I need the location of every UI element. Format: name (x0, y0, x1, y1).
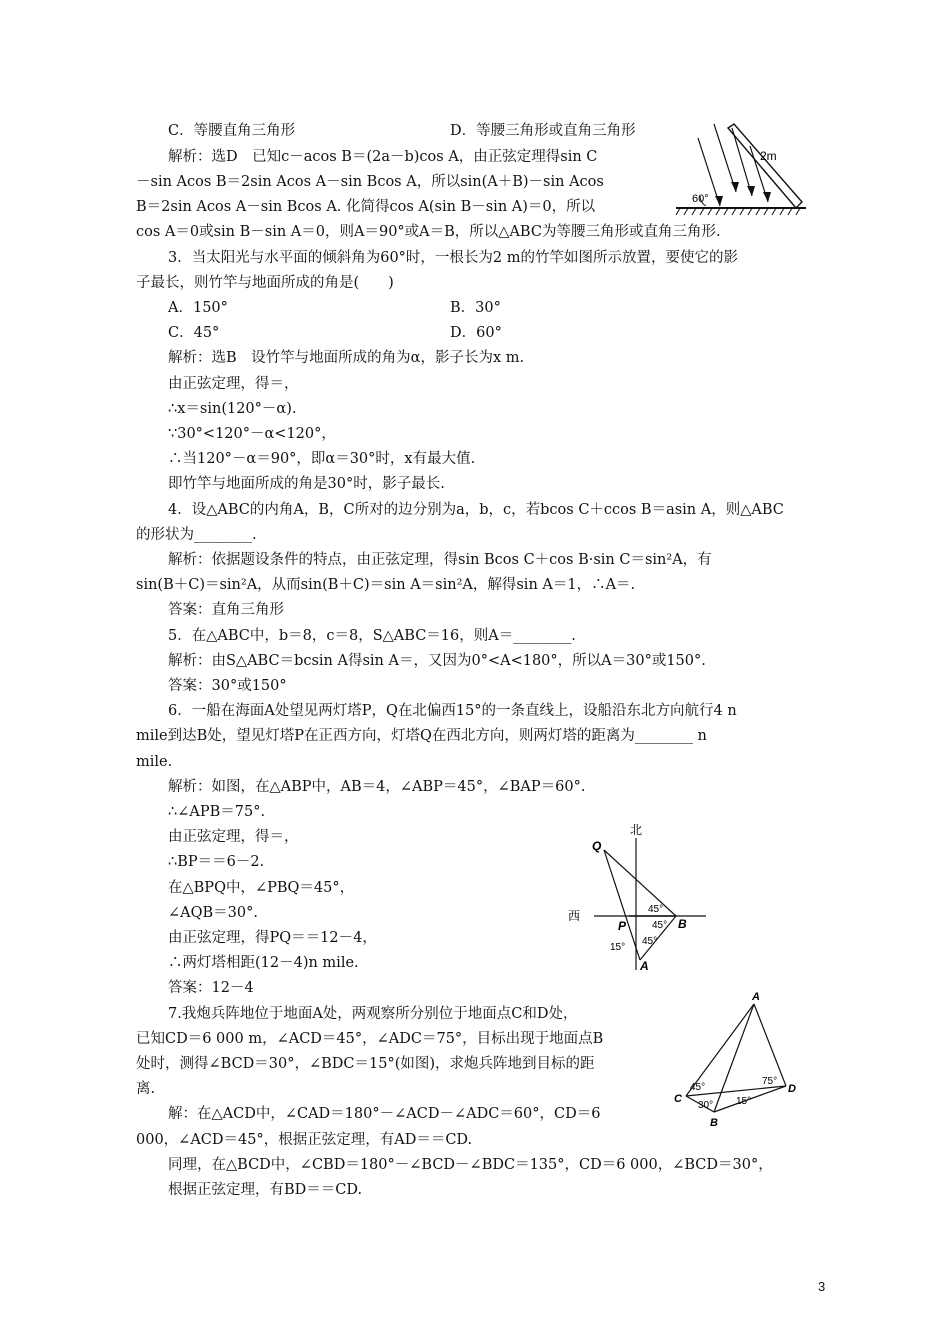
text-line: D．等腰三角形或直角三角形 (450, 123, 636, 139)
text-line: 解析：选D 已知c－acos B＝(2a－b)cos A，由正弦定理得sin C (168, 149, 598, 165)
bamboo-shadow-figure (672, 116, 812, 216)
text-line: mile. (136, 754, 173, 770)
text-line: ∵30°<120°－α<120°， (168, 426, 336, 442)
text-line: 解析：由S△ABC＝bcsin A得sin A＝，又因为0°<A<180°，所以A＝30°或150°. (168, 653, 706, 669)
north-label: 北 (630, 823, 643, 837)
west-label: 西 (568, 909, 581, 923)
text-line: 解析：依据题设条件的特点，由正弦定理，得sin Bcos C＋cos B·sin C＝sin²A，有 (168, 552, 712, 568)
text-line: 已知CD＝6 000 m，∠ACD＝45°，∠ADC＝75°，目标出现于地面点B (136, 1031, 604, 1047)
text-line: －sin Acos B＝2sin Acos A－sin Bcos A，所以sin(A＋B)－sin Acos (136, 174, 604, 190)
text-line: 解析：如图，在△ABP中，AB＝4，∠ABP＝45°，∠BAP＝60°. (168, 779, 586, 795)
text-line: 由正弦定理，得＝， (168, 376, 299, 392)
point-a: A (640, 959, 649, 973)
text-line: 解：在△ACD中，∠CAD＝180°－∠ACD－∠ADC＝60°，CD＝6 (168, 1106, 601, 1122)
text-line: 5．在△ABC中，b＝8，c＝8，S△ABC＝16，则A＝________. (168, 628, 576, 644)
text-line: ∴x＝sin(120°－α). (168, 401, 297, 417)
point-b: B (678, 917, 687, 931)
text-line: 000，∠ACD＝45°，根据正弦定理，有AD＝＝CD. (136, 1132, 473, 1148)
text-line: mile到达B处，望见灯塔P在正西方向，灯塔Q在西北方向，则两灯塔的距离为________ n (136, 728, 707, 744)
text-line: 解析：选B 设竹竿与地面所成的角为α，影子长为x m. (168, 350, 525, 366)
text-line: ∴当120°－α＝90°，即α＝30°时，x有最大值. (168, 451, 476, 467)
text-line: B．30° (450, 300, 501, 316)
point-d: D (788, 1083, 796, 1095)
angle-45-low: 45° (642, 936, 658, 947)
text-line: 的形状为________. (136, 527, 257, 543)
text-line: 7.我炮兵阵地位于地面A处，两观察所分别位于地面点C和D处， (168, 1006, 578, 1022)
angle-15: 15° (736, 1096, 752, 1107)
artillery-figure (666, 990, 816, 1130)
angle-45-mid: 45° (652, 920, 668, 931)
text-line: C．45° (168, 325, 220, 341)
text-line: cos A＝0或sin B－sin A＝0，则A＝90°或A＝B，所以△ABC为等腰三角形或直角三角形. (136, 224, 721, 240)
text-line: D．60° (450, 325, 502, 341)
text-line: 在△BPQ中，∠PBQ＝45°， (168, 880, 355, 896)
point-p: P (618, 919, 627, 933)
text-line: 由正弦定理，得PQ＝＝12－4， (168, 930, 377, 946)
text-line: ∴两灯塔相距(12－4)n mile. (168, 955, 359, 971)
angle-75: 75° (762, 1076, 778, 1087)
point-q: Q (592, 839, 602, 853)
text-line: 4．设△ABC的内角A，B，C所对的边分别为a，b，c，若bcos C＋ccos B＝asin A，则△ABC (168, 502, 784, 518)
lighthouse-figure (560, 820, 710, 980)
text-line: 答案：30°或150° (168, 678, 287, 694)
text-line: ∴BP＝＝6－2. (168, 854, 265, 870)
text-line: 3．当太阳光与水平面的倾斜角为60°时，一根长为2 m的竹竿如图所示放置，要使它的影 (168, 250, 739, 266)
angle-15: 15° (610, 942, 626, 953)
page-number: 3 (818, 1279, 826, 1294)
text-line: 6．一船在海面A处望见两灯塔P，Q在北偏西15°的一条直线上，设船沿东北方向航行4 n (168, 703, 737, 719)
text-line: 离. (136, 1081, 156, 1097)
text-line: 答案：12－4 (168, 980, 254, 996)
text-line: C．等腰直角三角形 (168, 123, 296, 139)
text-line: 子最长，则竹竿与地面所成的角是( ) (136, 275, 394, 291)
text-line: 处时，测得∠BCD＝30°，∠BDC＝15°(如图)，求炮兵阵地到目标的距 (136, 1056, 595, 1072)
text-line: A．150° (168, 300, 228, 316)
point-a: A (752, 991, 760, 1003)
text-line: ∴∠APB＝75°. (168, 804, 266, 820)
angle-label: 60° (692, 193, 709, 205)
text-line: ∠AQB＝30°. (168, 905, 258, 921)
text-line: 由正弦定理，得＝， (168, 829, 299, 845)
text-line: B＝2sin Acos A－sin Bcos A. 化简得cos A(sin B－sin A)＝0，所以 (136, 199, 596, 215)
text-line: 同理，在△BCD中，∠CBD＝180°－∠BCD－∠BDC＝135°，CD＝6 000，∠BCD＝30°， (168, 1157, 773, 1173)
text-line: sin(B＋C)＝sin²A，从而sin(B＋C)＝sin A＝sin²A，解得sin A＝1，∴A＝. (136, 577, 636, 593)
text-line: 答案：直角三角形 (168, 602, 284, 618)
length-label: 2m (760, 149, 777, 163)
point-b: B (710, 1117, 718, 1129)
angle-45-top: 45° (648, 904, 664, 915)
text-line: 即竹竿与地面所成的角是30°时，影子最长. (168, 476, 445, 492)
text-line: 根据正弦定理，有BD＝＝CD. (168, 1182, 363, 1198)
angle-30: 30° (698, 1100, 714, 1111)
angle-45: 45° (690, 1082, 706, 1093)
point-c: C (674, 1093, 682, 1105)
